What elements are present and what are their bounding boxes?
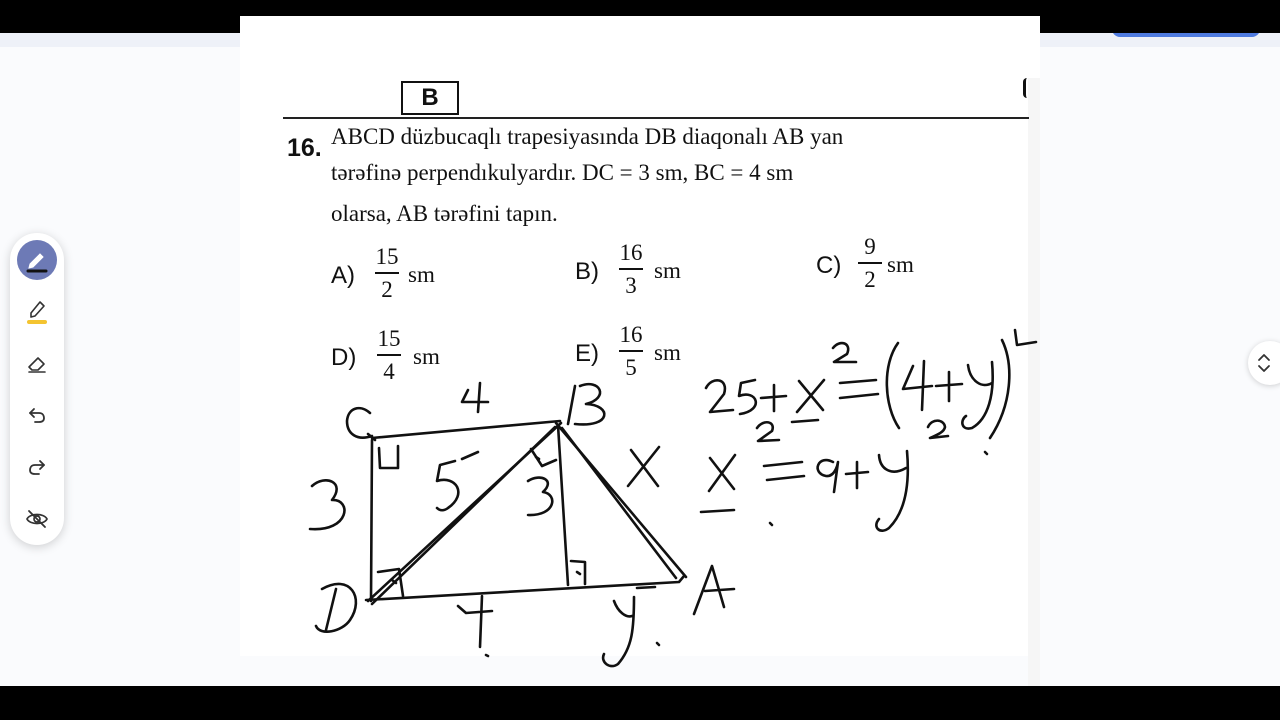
fraction-denominator: 4 bbox=[383, 359, 395, 384]
fraction-numerator: 16 bbox=[619, 240, 643, 265]
fraction-denominator: 3 bbox=[625, 273, 637, 298]
header-rule-mark bbox=[1023, 78, 1031, 98]
option-fraction bbox=[372, 244, 402, 303]
eraser-tool-button[interactable] bbox=[17, 343, 57, 383]
fraction-bar bbox=[619, 268, 643, 270]
question-line-1: ABCD düzbucaqlı trapesiyasında DB diaqonalı AB yan bbox=[331, 124, 844, 149]
annotation-toolbar bbox=[10, 233, 64, 545]
fraction-denominator: 2 bbox=[864, 267, 876, 292]
header-rule bbox=[283, 117, 1029, 119]
fraction-bar bbox=[858, 262, 882, 264]
option-fraction bbox=[616, 240, 646, 299]
option-fraction bbox=[855, 234, 885, 293]
option-letter: D) bbox=[331, 344, 357, 371]
redo-icon bbox=[26, 456, 48, 478]
highlighter-icon bbox=[24, 296, 50, 326]
page-edge bbox=[1028, 78, 1040, 688]
hide-annotations-button[interactable] bbox=[17, 499, 57, 539]
option-letter: A) bbox=[331, 262, 355, 289]
undo-icon bbox=[26, 404, 48, 426]
fraction-bar bbox=[619, 350, 643, 352]
option-unit: sm bbox=[413, 344, 440, 369]
question-line-2: tərəfinə perpendıkulyardır. DC = 3 sm, BC = 4 sm bbox=[331, 160, 794, 185]
chevron-up-down-icon bbox=[1256, 352, 1272, 374]
eye-off-icon bbox=[25, 507, 49, 531]
eraser-icon bbox=[25, 351, 49, 375]
pen-icon bbox=[24, 247, 50, 273]
fraction-bar bbox=[377, 354, 401, 356]
undo-button[interactable] bbox=[17, 395, 57, 435]
highlighter-tool-button[interactable] bbox=[17, 291, 57, 331]
bottom-letterbox bbox=[0, 686, 1280, 720]
option-letter: C) bbox=[816, 252, 842, 279]
fraction-denominator: 5 bbox=[625, 355, 637, 380]
header-action-button[interactable] bbox=[1112, 33, 1260, 37]
fraction-numerator: 15 bbox=[377, 326, 401, 351]
pen-tool-button[interactable] bbox=[17, 240, 57, 280]
option-fraction bbox=[616, 322, 646, 381]
option-letter: B) bbox=[575, 258, 599, 285]
option-letter: E) bbox=[575, 340, 599, 367]
option-unit: sm bbox=[887, 252, 914, 277]
option-unit: sm bbox=[654, 258, 681, 283]
question-line-3: olarsa, AB tərəfini tapın. bbox=[331, 201, 558, 226]
question-number: 16. bbox=[287, 134, 322, 162]
fraction-denominator: 2 bbox=[381, 277, 393, 302]
option-unit: sm bbox=[654, 340, 681, 365]
redo-button[interactable] bbox=[17, 447, 57, 487]
option-fraction bbox=[374, 326, 404, 385]
fraction-numerator: 16 bbox=[619, 322, 643, 347]
fraction-bar bbox=[375, 272, 399, 274]
fraction-numerator: 9 bbox=[864, 234, 876, 259]
option-unit: sm bbox=[408, 262, 435, 287]
variant-label: B bbox=[401, 81, 459, 115]
fraction-numerator: 15 bbox=[375, 244, 399, 269]
